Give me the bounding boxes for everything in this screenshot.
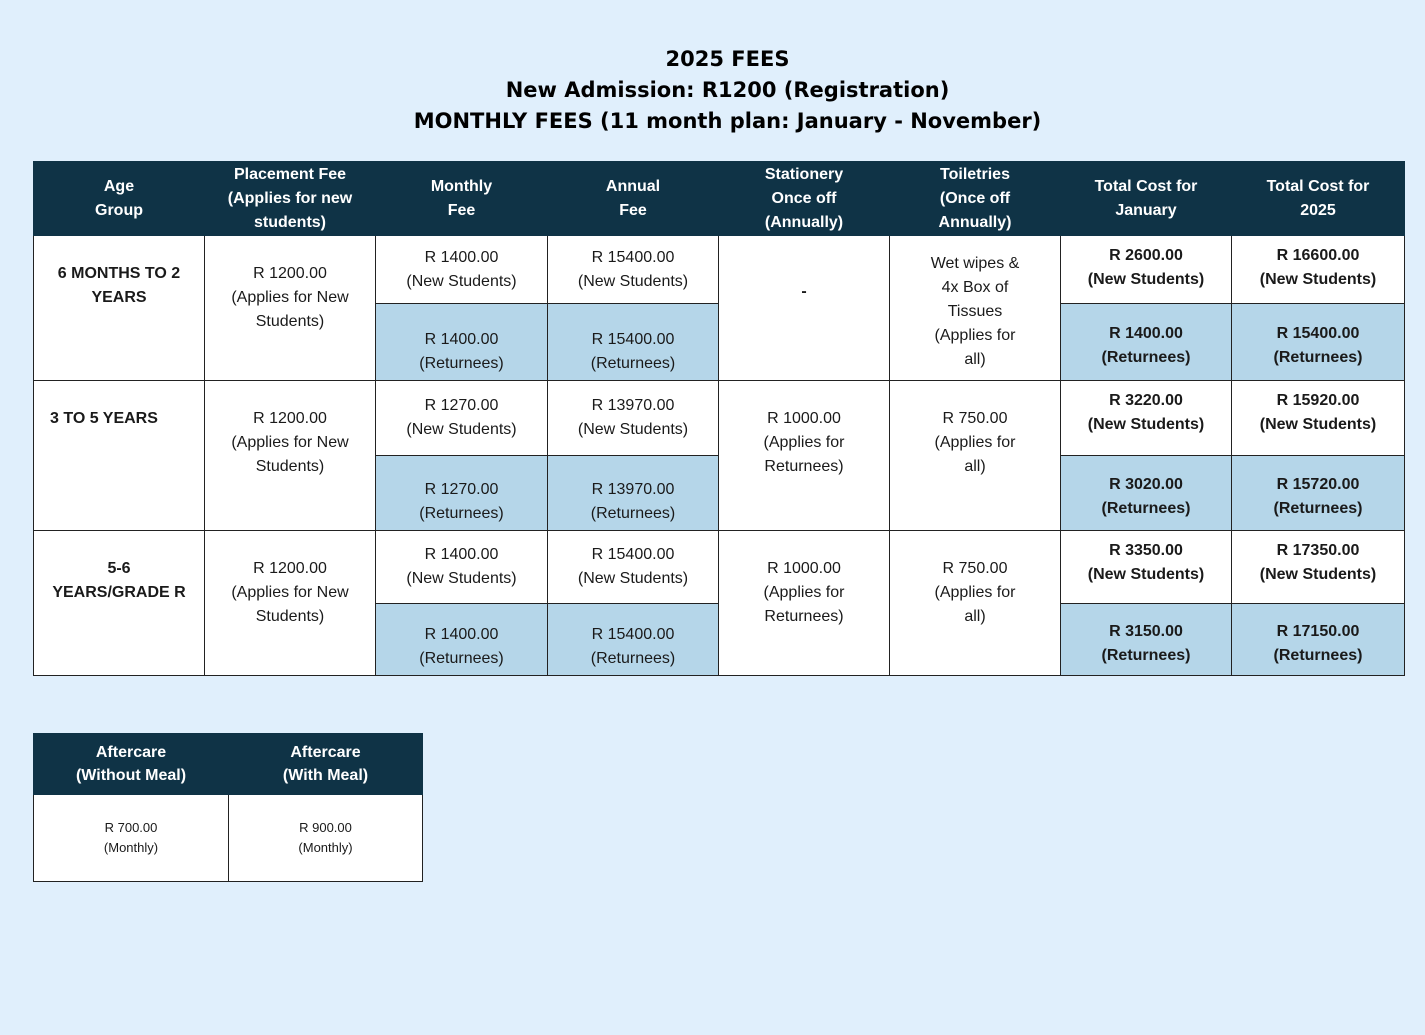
monthly-fee-returnee-cell: R 1400.00 (Returnees) — [376, 304, 548, 381]
column-header-total-january: Total Cost for January — [1061, 162, 1232, 236]
annual-fee-returnee-cell: R 13970.00 (Returnees) — [548, 456, 719, 531]
total-year-new-cell: R 17350.00 (New Students) — [1232, 531, 1405, 604]
placement-fee-cell: R 1200.00 (Applies for New Students) — [205, 381, 376, 531]
page-header — [0, 44, 1425, 137]
aftercare-with-meal-cell: R 900.00 (Monthly) — [229, 795, 423, 882]
column-header-toiletries: Toiletries (Once off Annually) — [890, 162, 1061, 236]
annual-fee-returnee-cell: R 15400.00 (Returnees) — [548, 304, 719, 381]
column-header-aftercare-without-meal: Aftercare (Without Meal) — [34, 734, 229, 795]
column-header-aftercare-with-meal: Aftercare (With Meal) — [229, 734, 423, 795]
monthly-fee-returnee-cell: R 1270.00 (Returnees) — [376, 456, 548, 531]
age-group-cell: 5-6 YEARS/GRADE R — [34, 531, 205, 676]
monthly-fee-new-cell: R 1400.00 (New Students) — [376, 531, 548, 604]
monthly-fee-returnee-cell: R 1400.00 (Returnees) — [376, 604, 548, 676]
aftercare-header-row — [34, 734, 423, 795]
column-header-stationery: Stationery Once off (Annually) — [719, 162, 890, 236]
total-january-returnee-cell: R 3150.00 (Returnees) — [1061, 604, 1232, 676]
table-row — [34, 795, 423, 882]
fees-table — [33, 161, 1405, 676]
total-january-new-cell: R 3350.00 (New Students) — [1061, 531, 1232, 604]
table-row — [34, 236, 1405, 304]
page-title: 2025 FEES — [665, 47, 790, 71]
total-year-returnee-cell: R 15720.00 (Returnees) — [1232, 456, 1405, 531]
annual-fee-new-cell: R 13970.00 (New Students) — [548, 381, 719, 456]
stationery-cell: - — [719, 236, 890, 381]
age-group-cell: 3 TO 5 YEARS — [34, 381, 205, 531]
table-row — [34, 381, 1405, 456]
total-year-returnee-cell: R 15400.00 (Returnees) — [1232, 304, 1405, 381]
column-header-monthly-fee: Monthly Fee — [376, 162, 548, 236]
toiletries-cell: R 750.00 (Applies for all) — [890, 381, 1061, 531]
aftercare-table — [33, 733, 423, 882]
total-year-new-cell: R 16600.00 (New Students) — [1232, 236, 1405, 304]
monthly-fee-new-cell: R 1400.00 (New Students) — [376, 236, 548, 304]
placement-fee-cell: R 1200.00 (Applies for New Students) — [205, 531, 376, 676]
registration-note: New Admission: R1200 (Registration) — [505, 78, 950, 102]
column-header-annual-fee: Annual Fee — [548, 162, 719, 236]
monthly-plan-note: MONTHLY FEES (11 month plan: January - November) — [413, 109, 1042, 133]
annual-fee-new-cell: R 15400.00 (New Students) — [548, 531, 719, 604]
annual-fee-returnee-cell: R 15400.00 (Returnees) — [548, 604, 719, 676]
total-january-returnee-cell: R 3020.00 (Returnees) — [1061, 456, 1232, 531]
aftercare-without-meal-cell: R 700.00 (Monthly) — [34, 795, 229, 882]
toiletries-cell: Wet wipes & 4x Box of Tissues (Applies for all) — [890, 236, 1061, 381]
column-header-placement-fee: Placement Fee (Applies for new students) — [205, 162, 376, 236]
column-header-age-group: Age Group — [34, 162, 205, 236]
column-header-total-year: Total Cost for 2025 — [1232, 162, 1405, 236]
total-january-returnee-cell: R 1400.00 (Returnees) — [1061, 304, 1232, 381]
stationery-cell: R 1000.00 (Applies for Returnees) — [719, 381, 890, 531]
toiletries-cell: R 750.00 (Applies for all) — [890, 531, 1061, 676]
annual-fee-new-cell: R 15400.00 (New Students) — [548, 236, 719, 304]
stationery-cell: R 1000.00 (Applies for Returnees) — [719, 531, 890, 676]
total-january-new-cell: R 2600.00 (New Students) — [1061, 236, 1232, 304]
monthly-fee-new-cell: R 1270.00 (New Students) — [376, 381, 548, 456]
table-row — [34, 531, 1405, 604]
total-year-new-cell: R 15920.00 (New Students) — [1232, 381, 1405, 456]
fees-header-row — [34, 162, 1405, 236]
age-group-cell: 6 MONTHS TO 2 YEARS — [34, 236, 205, 381]
total-january-new-cell: R 3220.00 (New Students) — [1061, 381, 1232, 456]
placement-fee-cell: R 1200.00 (Applies for New Students) — [205, 236, 376, 381]
total-year-returnee-cell: R 17150.00 (Returnees) — [1232, 604, 1405, 676]
